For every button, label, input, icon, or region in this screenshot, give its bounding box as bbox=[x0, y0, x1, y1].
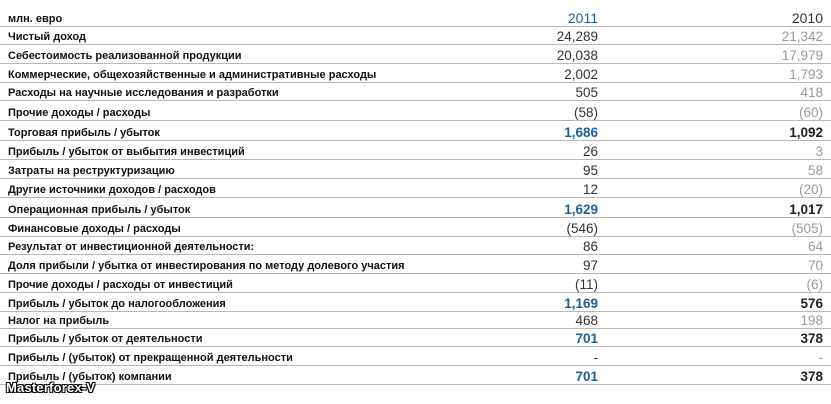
value-2011: 26 bbox=[582, 144, 598, 159]
table-row bbox=[0, 160, 831, 179]
value-2010: 378 bbox=[800, 331, 823, 346]
table-row bbox=[0, 83, 831, 101]
table-row bbox=[0, 27, 831, 45]
value-2011: (58) bbox=[573, 105, 598, 120]
row-label: Прибыль / убыток от выбытия инвестиций bbox=[8, 146, 245, 158]
value-2010: 418 bbox=[800, 85, 823, 100]
table-row bbox=[0, 274, 831, 293]
value-2011: 1,629 bbox=[564, 202, 598, 217]
row-label: Доля прибыли / убытка от инвестирования по методу долевого участия bbox=[8, 260, 405, 272]
value-2010: 64 bbox=[807, 239, 823, 254]
value-2010: 198 bbox=[800, 313, 823, 328]
value-2010: 378 bbox=[800, 369, 823, 384]
value-2011: (11) bbox=[574, 277, 598, 292]
value-2010: 1,092 bbox=[789, 125, 823, 140]
table-row bbox=[0, 179, 831, 198]
table-row bbox=[0, 64, 831, 83]
value-2010: (20) bbox=[798, 182, 823, 197]
value-2011: 20,038 bbox=[556, 48, 598, 63]
row-label: Операционная прибыль / убыток bbox=[8, 204, 191, 216]
row-label: Себестоимость реализованной продукции bbox=[8, 50, 242, 62]
value-2011: 468 bbox=[575, 313, 598, 328]
value-2011: 1,686 bbox=[564, 125, 598, 140]
table-row bbox=[0, 218, 831, 237]
row-label: Торговая прибыль / убыток bbox=[8, 127, 160, 139]
value-2011: 701 bbox=[575, 331, 598, 346]
row-label: Коммерческие, общехозяйственные и административные расходы bbox=[8, 69, 377, 81]
table-row bbox=[0, 45, 831, 64]
table-row-total bbox=[0, 366, 831, 385]
row-label: Налог на прибыль bbox=[8, 315, 110, 327]
table-row bbox=[0, 141, 831, 160]
table-row-total bbox=[0, 293, 831, 312]
row-label: Прибыль / (убыток) компании bbox=[8, 371, 172, 383]
row-label: Прочие доходы / расходы bbox=[8, 107, 151, 119]
value-2010: (60) bbox=[798, 105, 823, 120]
value-2010: 576 bbox=[800, 296, 823, 311]
value-2011: 24,289 bbox=[556, 29, 598, 44]
row-label: Расходы на научные исследования и разработки bbox=[8, 87, 279, 99]
row-label: Прибыль / убыток от деятельности bbox=[8, 333, 203, 345]
value-2011: 701 bbox=[575, 369, 598, 384]
value-2011: 95 bbox=[582, 163, 598, 178]
value-2011: 1,169 bbox=[564, 296, 598, 311]
row-label: Прибыль / убыток до налогообложения bbox=[8, 298, 226, 310]
table-row-total bbox=[0, 329, 831, 347]
table-header-row bbox=[0, 6, 831, 27]
row-label: Прочие доходы / расходы от инвестиций bbox=[8, 279, 233, 291]
value-2011: 2,002 bbox=[564, 67, 598, 82]
value-2011: 505 bbox=[575, 85, 598, 100]
value-2010: 1,793 bbox=[789, 67, 823, 82]
value-2011: - bbox=[593, 350, 598, 365]
value-2011: 86 bbox=[582, 239, 598, 254]
table-row bbox=[0, 312, 831, 329]
table-row-total bbox=[0, 121, 831, 141]
value-2010: 70 bbox=[807, 258, 823, 273]
watermark: Masterforex-V bbox=[6, 380, 96, 395]
value-2010: 3 bbox=[815, 144, 823, 159]
value-2010: 58 bbox=[807, 163, 823, 178]
row-label: Другие источники доходов / расходов bbox=[8, 184, 216, 196]
value-2010: (505) bbox=[791, 221, 823, 236]
row-label: Результат от инвестиционной деятельности: bbox=[8, 241, 255, 253]
value-2011: 12 bbox=[582, 182, 598, 197]
value-2010: 1,017 bbox=[789, 202, 823, 217]
table-row bbox=[0, 347, 831, 366]
value-2010: (6) bbox=[806, 277, 823, 292]
value-2011: (546) bbox=[566, 221, 598, 236]
row-label: Финансовые доходы / расходы bbox=[8, 223, 181, 235]
value-2011: 97 bbox=[582, 258, 598, 273]
row-label: Затраты на реструктуризацию bbox=[8, 165, 175, 177]
value-2010: 21,342 bbox=[781, 29, 823, 44]
value-2010: - bbox=[818, 350, 823, 365]
column-header-2011: 2011 bbox=[567, 10, 598, 26]
table-row-total bbox=[0, 198, 831, 218]
table-row bbox=[0, 237, 831, 255]
value-2010: 17,979 bbox=[781, 48, 823, 63]
table-row bbox=[0, 101, 831, 121]
column-header-2010: 2010 bbox=[791, 10, 823, 26]
table-row bbox=[0, 255, 831, 274]
unit-label: млн. евро bbox=[8, 13, 63, 25]
row-label: Чистый доход bbox=[8, 31, 87, 43]
row-label: Прибыль / (убыток) от прекращенной деятельности bbox=[8, 352, 293, 364]
